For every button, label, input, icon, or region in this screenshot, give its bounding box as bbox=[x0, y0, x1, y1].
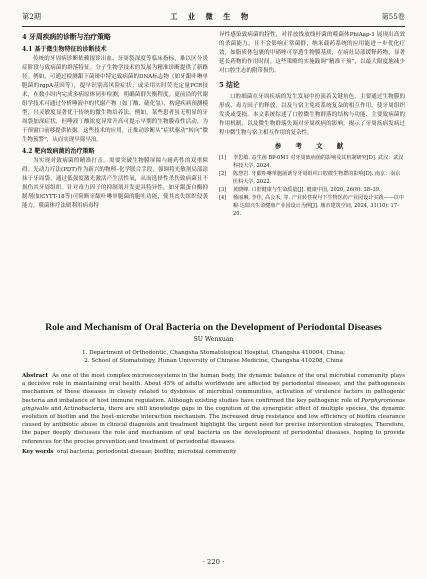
reference-number: [1] bbox=[219, 155, 227, 161]
section-5-heading: 5 结论 bbox=[219, 81, 240, 89]
english-affiliations bbox=[22, 349, 405, 365]
section-4-heading: 4 牙周疾病的诊断与治疗策略 bbox=[22, 33, 111, 41]
abstract-text-part-2: and Actinobacteria, there are still knowledge gaps in the cognition of the synergistic effect of multiple species, the dynamic evolution of biofilm and the host–microbe interaction mechanism. The increased drug resistance and low efficiency of biofilm clearance caused by antibiotic abuse in clinical diagnosis and treatment highlight the urgent need for precise intervention strategies. Therefore, the paper deeply discusses the role and mechanism of oral bacteria on the development of periodontal diseases, hoping to provide references for the precise prevention and treatment of periodontal diseases. bbox=[22, 405, 405, 445]
abstract-text-part-1: As one of the most complex microecosystems in the human body, the dynamic balance of the oral microbial community plays a decisive role in maintaining oral health. About 45% of adults worldwide are affected by periodontal diseases, and the pathogenesis mechanism of these diseases in closely related to dysbiosis of microbial communities, activation of virulence factors in pathogenic bacteria and imbalance of host immune regulation. Although existing studies have confirmed the key pathogenic role of bbox=[22, 373, 405, 404]
reference-item bbox=[219, 186, 405, 194]
header-volume: 第55卷 bbox=[381, 12, 405, 21]
reference-number: [4] bbox=[219, 195, 227, 201]
continued-paragraph: 异性感染致病菌的特性，对伴放线放线杆菌的噬菌体PhiAap-1 展现出高效的杀菌能力，且不会影响正常菌群，纳米载药系统的应用能进一步优化疗效，如脂质体包裹的甲硝唑可穿透生物膜基质，在病灶局部缓释药物，显著延长药物的作用时间。这些策略的实施践调“精准干预”，以最大限度地减少对口腔生态的附带损伤。 bbox=[219, 32, 405, 74]
english-author: SU Wenxuan bbox=[193, 336, 234, 343]
abstract-species-name: Porphyromonas gingivalis bbox=[22, 397, 405, 412]
english-keywords bbox=[22, 449, 405, 455]
reference-list bbox=[219, 154, 405, 218]
section-4-1-heading: 4.1 基于微生物特征的诊断技术 bbox=[22, 46, 107, 53]
reference-number: [3] bbox=[219, 187, 227, 193]
english-title: Role and Mechanism of Oral Bacteria on the Development of Periodontal Diseases bbox=[45, 322, 382, 333]
section-4-2-heading: 4.2 靶向致病菌的治疗策略 bbox=[22, 148, 95, 155]
affiliation-2: 2. School of Stomatology, Hunan University of Chinese Medicine, Changsha 410208, China bbox=[84, 358, 343, 364]
right-column bbox=[219, 31, 405, 218]
reference-item bbox=[219, 170, 405, 186]
header-rule bbox=[22, 26, 405, 27]
keywords-label: Key words bbox=[22, 448, 54, 455]
reference-number: [2] bbox=[219, 171, 227, 177]
section-4-1-paragraph: 传统的牙周病诊断依赖探诊出血、牙周袋深度等临床指标，难以区分炎症阶段与致病菌的群落特征。分子生物学技术的发展为精准诊断提供了新路径。例如，可通过检测龈下菌斑中特定致病菌的DNA标志物（如牙龈卟啉单胞菌的rgpA基因等），提早识别高风险症状；或采用实时荧光定量PCR技术，在数小时内完成多病原体同步检测，明确菌群失衡程度。更前沿的代谢组学技术可通过分析唾液中的代谢产物（如丁酸、硫化氢），构建疾病预测模型，且灵敏度显著优于传统的微生物培养法。例如，某些患者虽无明显的牙周袋加深症状，但唾液丁酸浓度异常升高可提示早期的生物膜毒性活动，为干预窗口前移提供依据。这些技术的应用，正推动诊断从“症状驱动”转向“微生物预警”，从而实现早筛早治。 bbox=[22, 56, 208, 143]
reference-item bbox=[219, 154, 405, 170]
header-issue: 第2期 bbox=[22, 12, 41, 21]
abstract-label: Abstract bbox=[22, 373, 49, 379]
reference-text: 陈慧岩. 牙龈卟啉单胞菌诱导牙周组织口腔微生物群的影响[D]. 南京：南京医科大学, 2022. bbox=[233, 171, 401, 185]
affiliation-1: 1. Department of Orthodontic, Changsha Stomatological Hospital, Changsha 410004, China; bbox=[81, 350, 346, 356]
left-column bbox=[22, 31, 208, 211]
header-journal: 工 业 微 生 物 bbox=[170, 12, 253, 21]
reference-text: 杨丽琳, 李佳, 高会禾, 等. 产业转性视句下生物医药产业园设计实践——以中粮·达瑞兴生命健康产业园设计为例[J]. 城市建筑空间, 2024, 31(10): 17–20. bbox=[233, 195, 404, 217]
section-4-2-paragraph: 为实现对致病菌的精准打击，需要突破生物膜屏障与耐药性的双重障碍。光动力疗法(PDT)作为新兴的物理–化学联合手段，强调将光敏剂局部涂抹于牙周袋，通过低强度激光激活产生活性氧，从而选择性杀伤致病菌且不损伤其牙周组织。针对毒力因子的抑制剂开发更具特异性，如牙龈蛋白酶抑制剂(如CYTT-18等)可阻断牙龈卟啉单胞菌的胞吐功能，使其丧失组织侵袭能力。噬菌体疗法则利用病毒特 bbox=[22, 158, 208, 209]
page-number: · 220 · bbox=[202, 558, 225, 566]
english-abstract bbox=[22, 372, 405, 446]
references-heading: 参 考 文 献 bbox=[274, 142, 350, 150]
english-abstract-block bbox=[22, 322, 405, 455]
conclusion-paragraph: 口腔细菌在牙周疾病的发生发展中扮演着关键角色，主要通过生物膜的形成、毒力因子的释放，以及与宿主免疫系统复杂的相互作用，使牙周组织发炎或受损。本文系统综述了口腔微生物群落的结构与功能、主要致病菌的作用机制，以及微生物群落失调对牙周疾病的影响，揭示了牙周疾病发病过程中微生物与宿主相互作用的复杂性。 bbox=[219, 94, 405, 136]
running-header bbox=[22, 10, 405, 24]
reference-text: 李思敏. 益生菌 BP-0M1 对牙周致病菌的影响及其机制研究[D]. 武汉：武汉科技大学, 2024. bbox=[233, 155, 404, 169]
keywords-text: oral bacteria; periodontal disease; biofilm; microbial community bbox=[57, 448, 237, 455]
reference-text: 黄晓峰. 口腔健康与生命质量[J]. 健康中国, 2020, 26(6): 38–39. bbox=[233, 187, 381, 193]
reference-item bbox=[219, 194, 405, 218]
